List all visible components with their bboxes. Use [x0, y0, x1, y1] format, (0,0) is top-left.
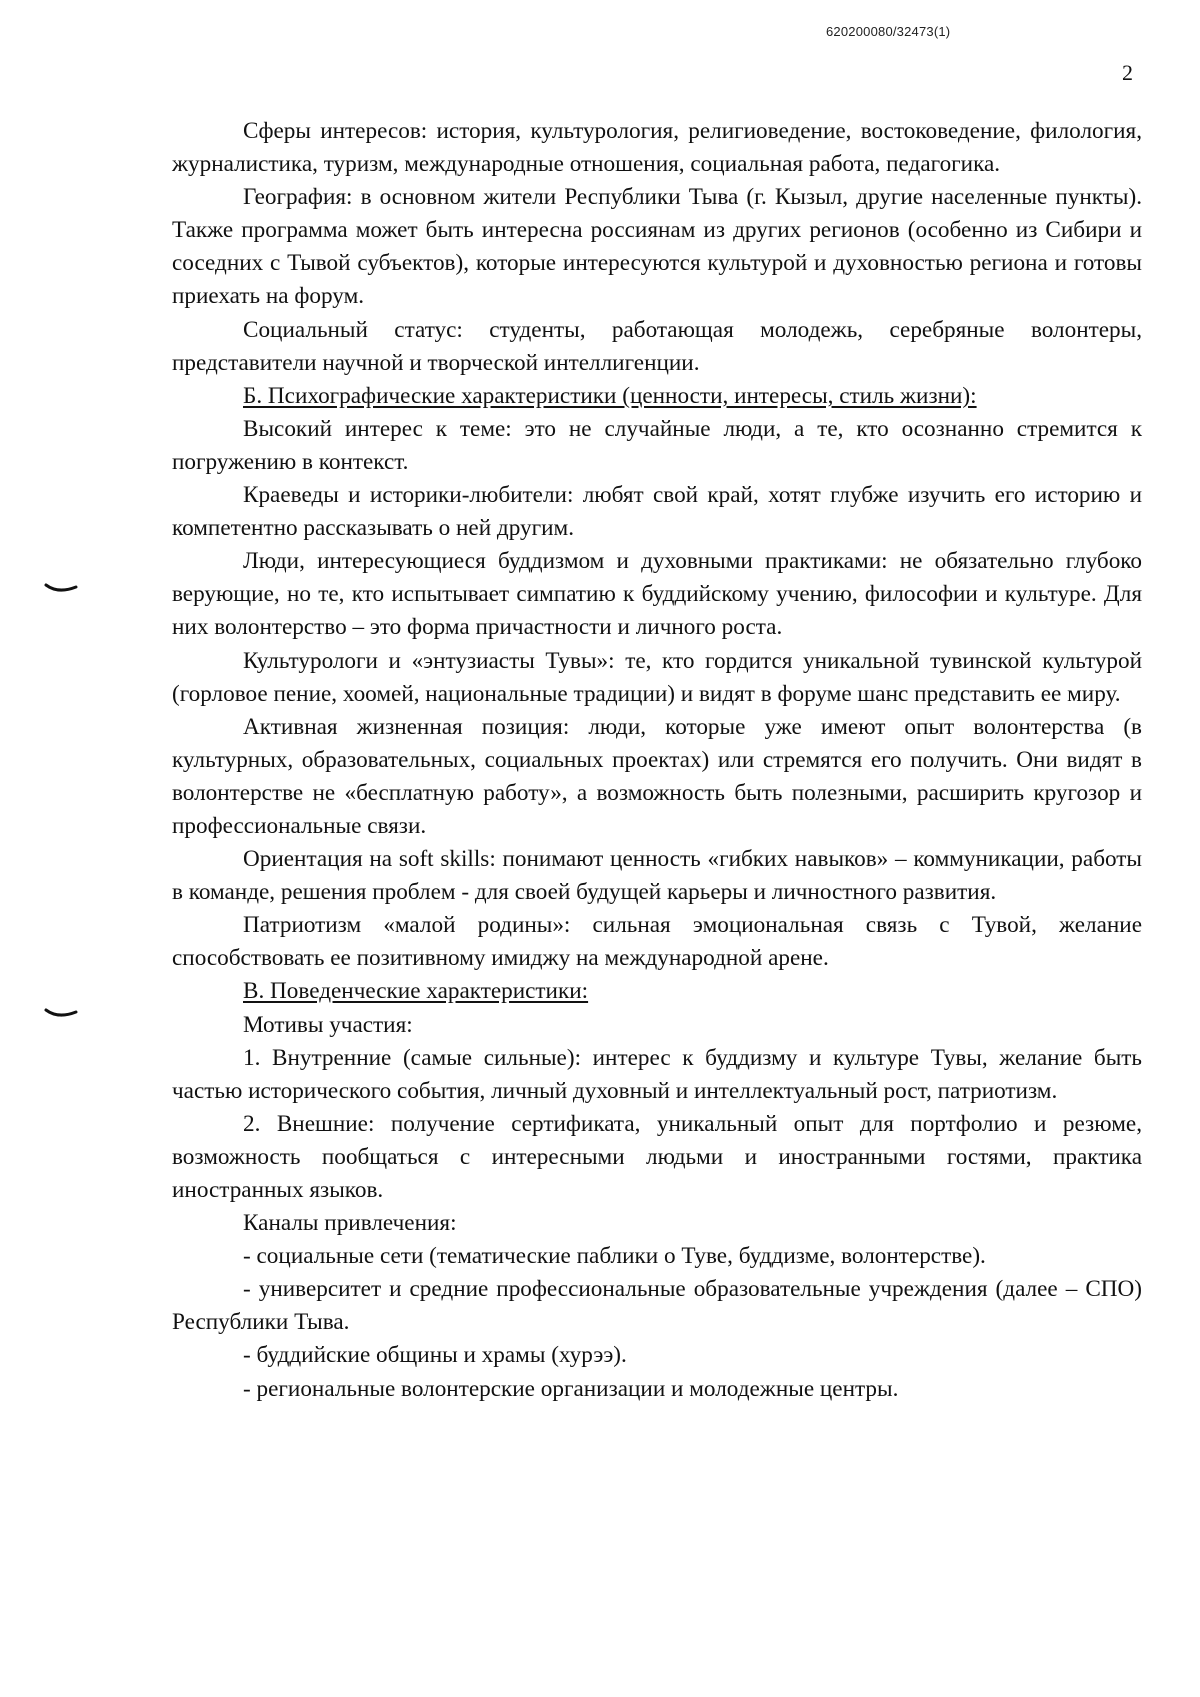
document-body — [172, 115, 1142, 1406]
margin-check-mark — [44, 1007, 78, 1019]
list-item-social-networks: - социальные сети (тематические паблики о Туве, буддизме, волонтерстве). — [243, 1243, 986, 1270]
paragraph-social-status: Социальный статус: студенты, работающая молодежь, серебряные волонтеры, представители научной и творческой интеллигенции. — [172, 316, 1142, 376]
section-heading-behavioral: В. Поведенческие характеристики: — [243, 978, 589, 1005]
paragraph-geography: География: в основном жители Республики Тыва (г. Кызыл, другие населенные пункты). Также программа может быть интересна россиянам из других регионов (особенно из Сибири и соседних с Тывой субъектов), которые интересуются культурой и духовностью региона и готовы приехать на форум. — [172, 184, 1142, 310]
paragraph-interests: Сферы интересов: история, культурология, религиоведение, востоковедение, филология, журналистика, туризм, международные отношения, социальная работа, педагогика. — [172, 118, 1142, 178]
list-item-external-motives: 2. Внешние: получение сертификата, уникальный опыт для портфолио и резюме, возможность пообщаться с интересными людьми и иностранными гостями, практика иностранных языков. — [172, 1110, 1142, 1203]
section-heading-psychographic: Б. Психографические характеристики (ценности, интересы, стиль жизни): — [243, 382, 977, 409]
paragraph-channels-title: Каналы привлечения: — [243, 1210, 457, 1237]
list-item-buddhist-communities: - буддийские общины и храмы (хурээ). — [243, 1342, 627, 1369]
page-number: 2 — [1122, 60, 1133, 85]
paragraph-buddhism-interest: Люди, интересующиеся буддизмом и духовными практиками: не обязательно глубоко верующие, но те, кто испытывает симпатию к буддийскому учению, философии и культуре. Для них волонтерство – это форма причастности и личного роста. — [172, 548, 1142, 641]
paragraph-active-position: Активная жизненная позиция: люди, которые уже имеют опыт волонтерства (в культурных, образовательных, социальных проектах) или стремятся его получить. Они видят в волонтерстве не «бесплатную работу», а возможность быть полезными, расширить кругозор и профессиональные связи. — [172, 713, 1142, 839]
list-item-universities: - университет и средние профессиональные образовательные учреждения (далее – СПО) Республики Тыва. — [172, 1276, 1142, 1336]
paragraph-high-interest: Высокий интерес к теме: это не случайные люди, а те, кто осознанно стремится к погружению в контекст. — [172, 415, 1142, 475]
list-item-volunteer-organizations: - региональные волонтерские организации и молодежные центры. — [243, 1375, 899, 1402]
paragraph-patriotism: Патриотизм «малой родины»: сильная эмоциональная связь с Тувой, желание способствовать ее позитивному имиджу на международной арене. — [172, 912, 1142, 972]
paragraph-culturologists: Культурологи и «энтузиасты Тувы»: те, кто гордится уникальной тувинской культурой (горловое пение, хоомей, национальные традиции) и видят в форуме шанс представить ее миру. — [172, 647, 1142, 707]
document-id: 620200080/32473(1) — [826, 24, 951, 39]
list-item-internal-motives: 1. Внутренние (самые сильные): интерес к буддизму и культуре Тувы, желание быть частью исторического события, личный духовный и интеллектуальный рост, патриотизм. — [172, 1044, 1142, 1104]
margin-check-mark — [44, 582, 78, 594]
paragraph-soft-skills: Ориентация на soft skills: понимают ценность «гибких навыков» – коммуникации, работы в команде, решения проблем - для своей будущей карьеры и личностного развития. — [172, 846, 1142, 906]
paragraph-local-historians: Краеведы и историки-любители: любят свой край, хотят глубже изучить его историю и компетентно рассказывать о ней другим. — [172, 482, 1142, 542]
paragraph-motives-title: Мотивы участия: — [243, 1011, 413, 1038]
